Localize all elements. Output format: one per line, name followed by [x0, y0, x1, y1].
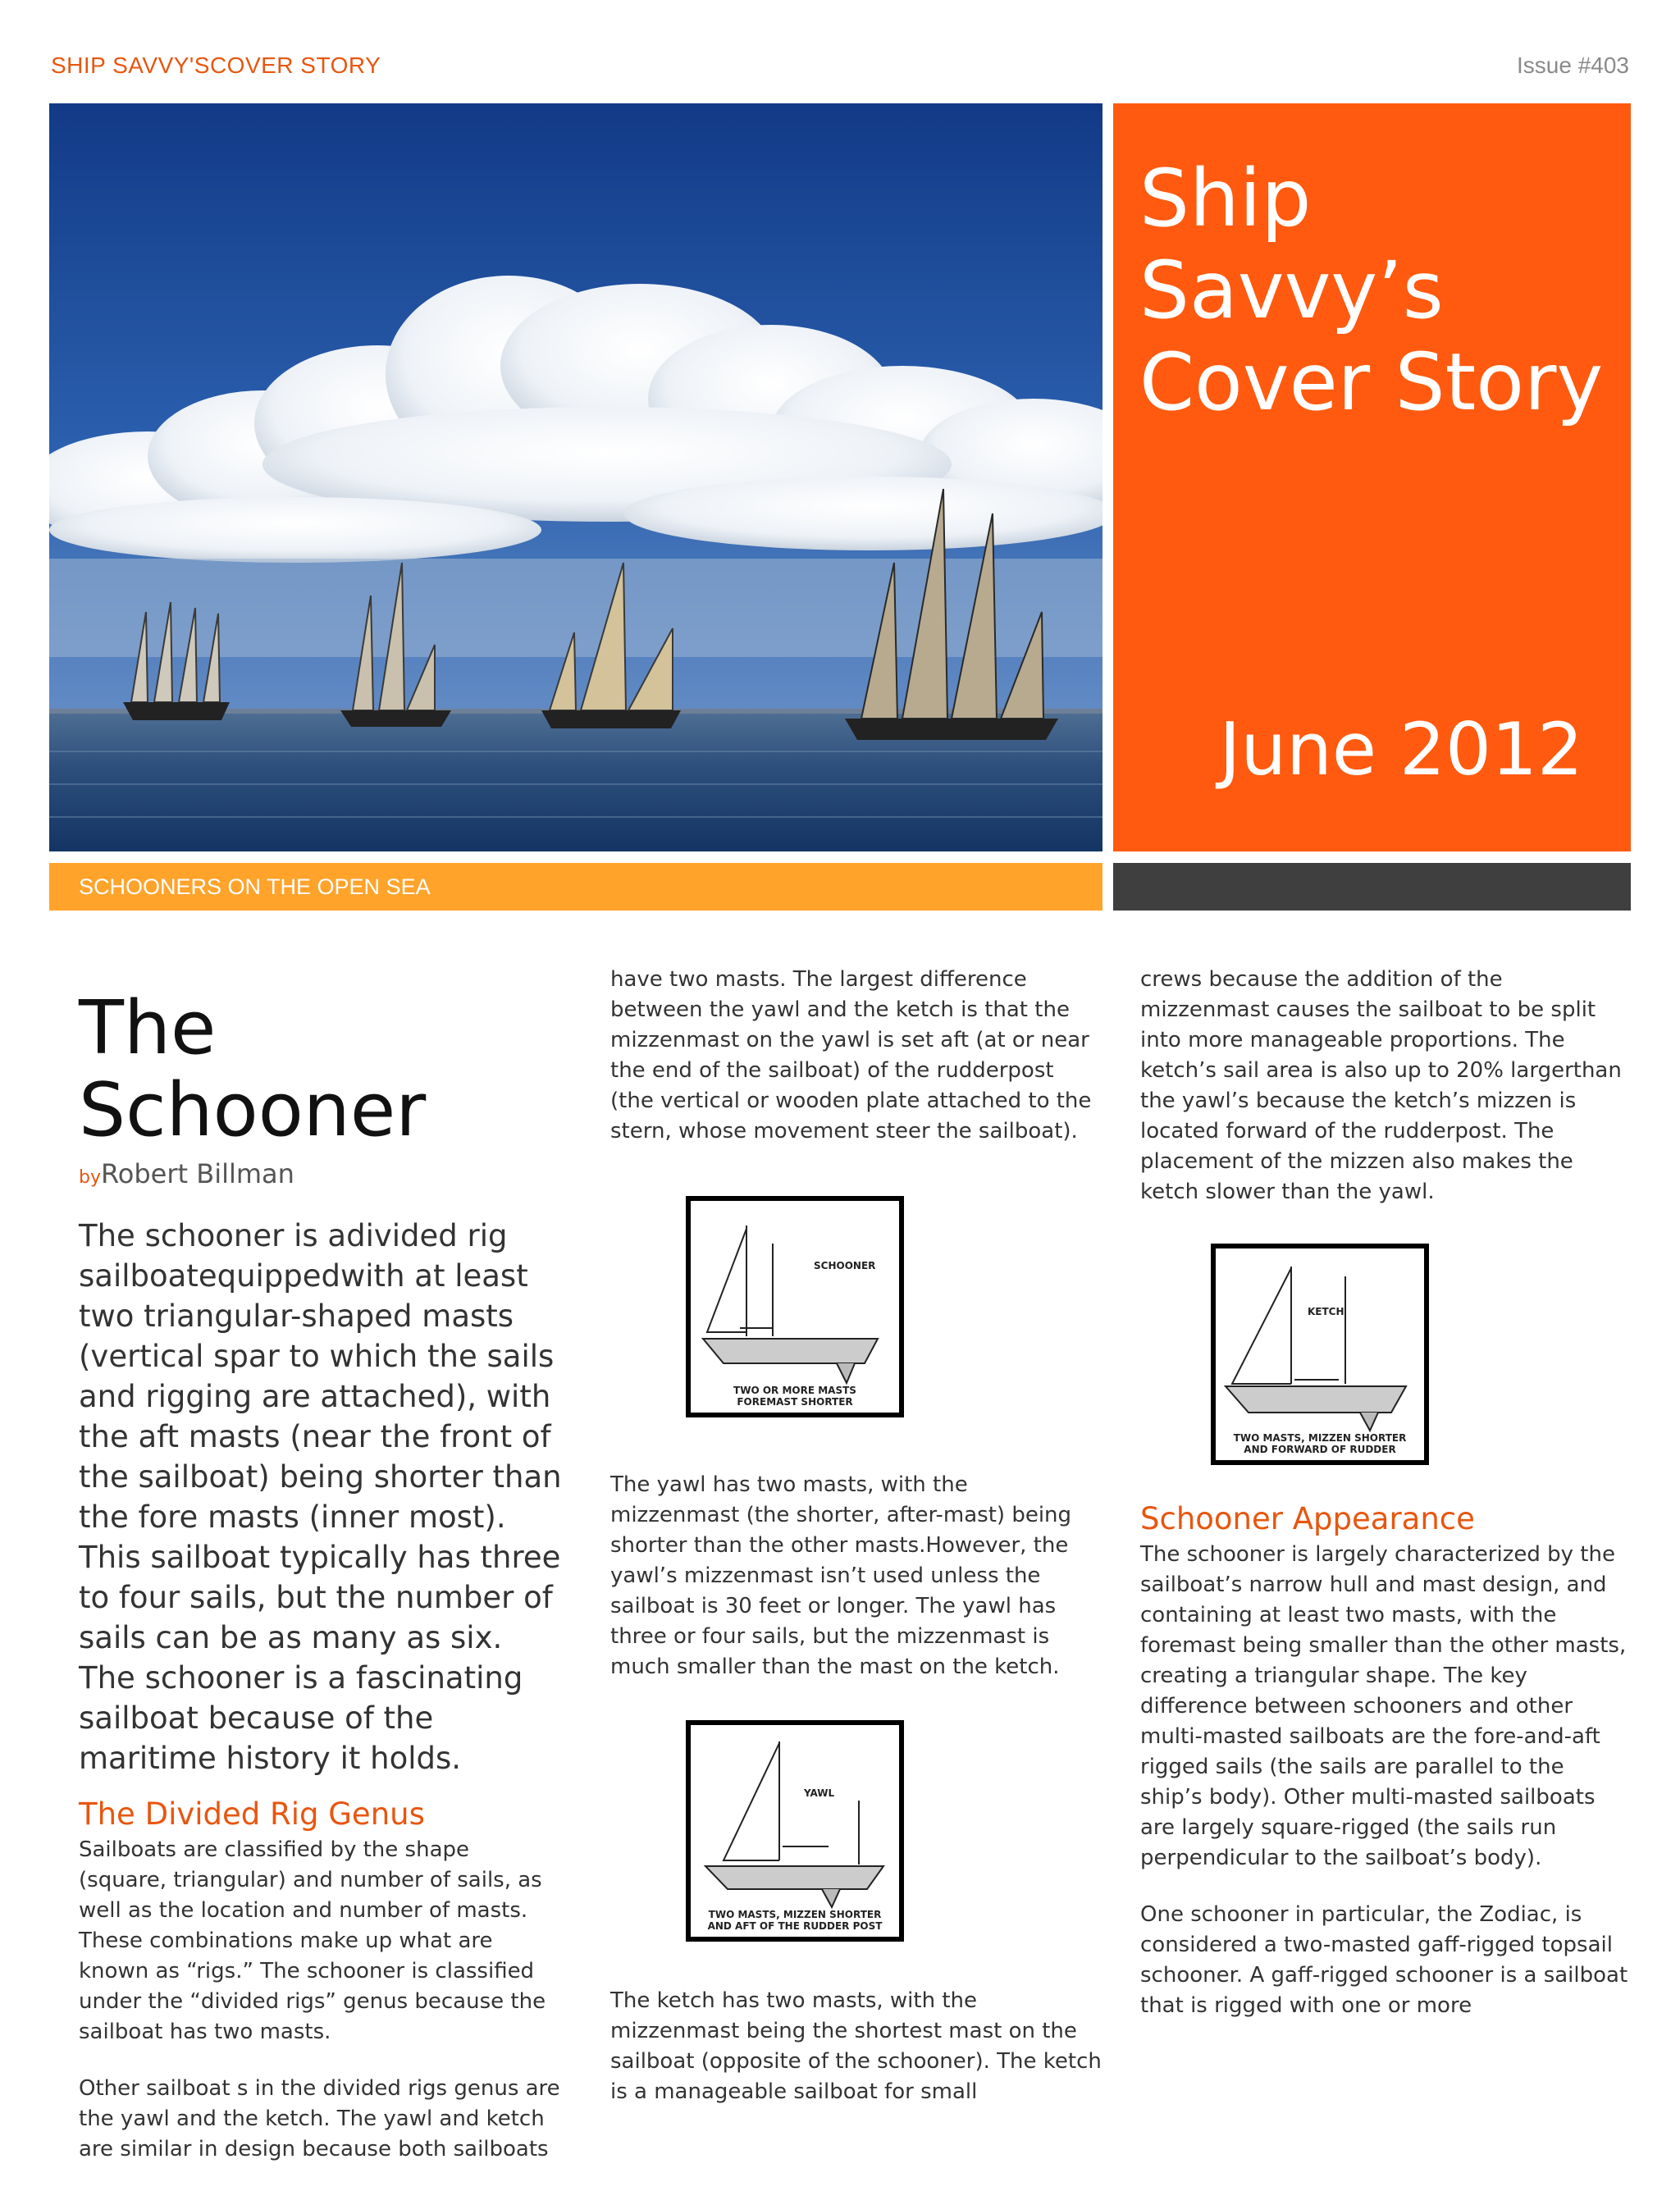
byline [79, 1158, 563, 1189]
body-paragraph: The schooner is largely characterized by the sailboat’s narrow hull and mast design, and containing at least two masts, with the foremast being smaller than the other masts, creating a triangular shape. The key difference between schooners and other multi-masted sailboats are the fore-and-aft rigged sails (the sails are parallel to the ship’s body). Other multi-masted sailboats are largely square-rigged (the sails run perpendicular to the sailboat’s body). [1140, 1542, 1627, 1870]
diagram-caption-line: TWO OR MORE MASTS [733, 1385, 856, 1396]
section-heading-divided-rig: The Divided Rig Genus [79, 1796, 425, 1832]
schooners-photo-illustration [49, 103, 1102, 851]
diagram-caption-ketch [1216, 1432, 1424, 1455]
body-paragraph: crews because the addition of the mizzenmast causes the sailboat to be split into more manageable proportions. The ketch’s sail area is also up to 20% largerthan the yawl’s because the ketch’s mizzen is located forward of the rudderpost. The placement of the mizzen also makes the ketch slower than the yawl. [1140, 967, 1622, 1204]
article-column-1 [79, 976, 563, 2191]
author-name: Robert Billman [100, 1158, 294, 1189]
body-paragraph: The yawl has two masts, with the mizzenmast (the shorter, after-mast) being shorter than the other masts.However, the yawl’s mizzenmast isn’t used unless the sailboat is 30 feet or longer. The yawl has three or four sails, but the mizzenmast is much smaller than the mast on the ketch. [610, 1472, 1072, 1679]
diagram-caption-schooner [691, 1385, 899, 1408]
photo-caption: SCHOONERS ON THE OPEN SEA [49, 863, 1102, 911]
schooner-sailboat-icon [691, 1201, 899, 1413]
byline-prefix: by [79, 1167, 101, 1188]
diagram-label-schooner: SCHOONER [814, 1260, 876, 1271]
cover-title [1139, 153, 1631, 428]
diagram-caption-line: TWO MASTS, MIZZEN SHORTER [1233, 1432, 1407, 1444]
diagram-caption-line: AND AFT OF THE RUDDER POST [707, 1920, 883, 1932]
yawl-sailboat-icon [691, 1725, 899, 1937]
article-title: The Schooner [79, 985, 427, 1153]
cover-title-line-1: Ship Savvy’s [1139, 153, 1444, 336]
cover-date: June 2012 [1219, 707, 1583, 792]
diagram-label-yawl: YAWL [804, 1787, 835, 1799]
ketch-sailboat-icon [1216, 1248, 1424, 1460]
diagram-caption-yawl [691, 1909, 899, 1932]
yawl-diagram [686, 1720, 904, 1942]
diagram-label-ketch: KETCH [1308, 1306, 1344, 1317]
cover-title-line-2: Cover Story [1139, 336, 1604, 428]
ketch-diagram [1211, 1244, 1429, 1465]
running-header-title: SHIP SAVVY'SCOVER STORY [51, 52, 381, 78]
cover-photo [49, 103, 1102, 851]
body-paragraph: have two masts. The largest difference between the yawl and the ketch is that the mizzenmast on the yawl is set aft (at or near the end of the sailboat) of the rudderpost (the vertical or wooden plate attached to the stern, whose movement steer the sailboat). [610, 967, 1092, 1143]
caption-accent-bar [1113, 863, 1631, 911]
cover-title-panel [1113, 103, 1631, 851]
diagram-caption-line: TWO MASTS, MIZZEN SHORTER [708, 1909, 882, 1920]
body-paragraph: One schooner in particular, the Zodiac, is considered a two-masted gaff-rigged topsail schooner. A gaff-rigged schooner is a sailboat that is rigged with one or more [1140, 1902, 1628, 2018]
lede-paragraph: The schooner is adivided rig sailboatequippedwith at least two triangular-shaped masts (vertical spar to which the sails and rigging are attached), with the aft masts (near the front of the sailboat) being shorter than the fore masts (inner most). This sailboat typically has three to four sails, but the number of sails can be as many as six. The schooner is a fascinating sailboat because of the maritime history it holds. [79, 1218, 562, 1776]
article-column-3 [1140, 965, 1632, 2047]
body-paragraph: Other sailboat s in the divided rigs genus are the yawl and the ketch. The yawl and ketch are similar in design because both sailboats [79, 2076, 560, 2161]
issue-number: Issue #403 [1517, 52, 1629, 78]
article-column-2 [610, 965, 1102, 2134]
diagram-caption-line: AND FORWARD OF RUDDER [1244, 1444, 1396, 1455]
body-paragraph: Sailboats are classified by the shape (square, triangular) and number of sails, as well as the location and number of masts. These combinations make up what are known as “rigs.” The schooner is classified under the “divided rigs” genus because the sailboat has two masts. [79, 1837, 546, 2044]
diagram-caption-line: FOREMAST SHORTER [737, 1396, 853, 1408]
body-paragraph: The ketch has two masts, with the mizzenmast being the shortest mast on the sailboat (opposite of the schooner). The ketch is a manageable sailboat for small [610, 1988, 1102, 2104]
schooner-diagram [686, 1196, 904, 1417]
section-heading-schooner-appearance: Schooner Appearance [1140, 1501, 1475, 1536]
